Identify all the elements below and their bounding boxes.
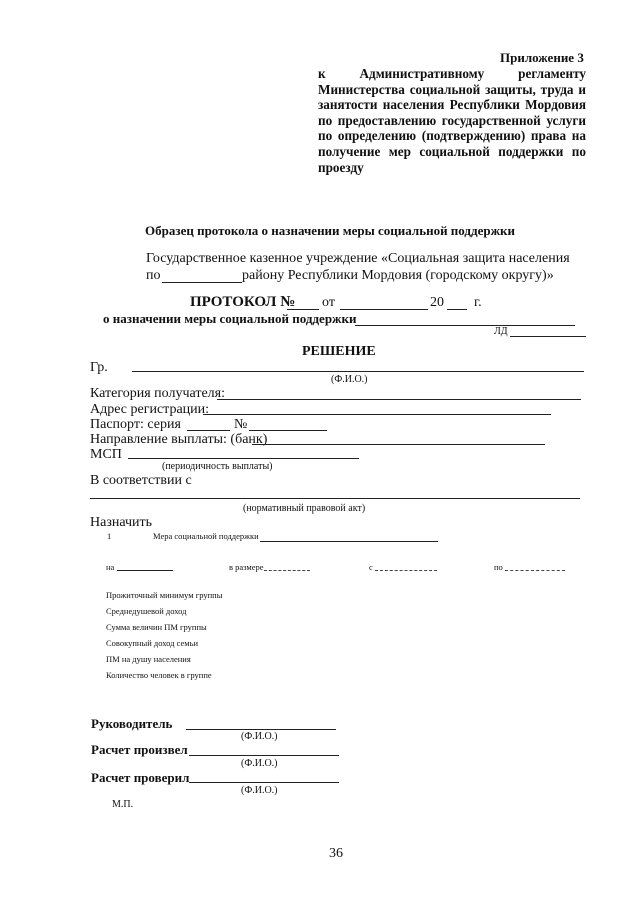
appendix-title: Приложение 3 xyxy=(500,50,584,65)
group-item: Среднедушевой доход xyxy=(106,606,187,616)
measure-number: 1 xyxy=(107,531,112,541)
address-label: Адрес регистрации: xyxy=(90,402,210,417)
direction-label: Направление выплаты: (банк) xyxy=(90,432,268,447)
institution-line2-prefix: по xyxy=(146,268,161,283)
head-label: Руководитель xyxy=(91,716,173,731)
protocol-date-field[interactable] xyxy=(340,309,428,310)
period-field[interactable] xyxy=(117,570,173,571)
to-label: по xyxy=(494,562,503,572)
check-signature-field[interactable] xyxy=(189,782,339,783)
appendix-line: проезду xyxy=(318,159,364,175)
appendix-line: по предоставлению государственной услуги xyxy=(318,112,586,128)
doc-title: Образец протокола о назначении меры социальной поддержки xyxy=(145,223,515,238)
fio-caption: (Ф.И.О.) xyxy=(331,374,368,385)
protocol-year-suffix: г. xyxy=(474,295,482,310)
check-label: Расчет проверил xyxy=(91,770,190,785)
address-field[interactable] xyxy=(203,414,551,415)
period-label: на xyxy=(106,562,115,572)
amount-field[interactable] xyxy=(264,570,310,571)
head-signature-field[interactable] xyxy=(186,729,336,730)
page-number: 36 xyxy=(329,846,343,861)
category-label: Категория получателя: xyxy=(90,386,225,401)
group-item: ПМ на душу населения xyxy=(106,654,191,664)
institution-line2-suffix: району Республики Мордовия (городскому округу)» xyxy=(242,268,554,283)
to-field[interactable] xyxy=(505,570,565,571)
group-item: Совокупный доход семьи xyxy=(106,638,199,648)
passport-number-label: № xyxy=(234,417,248,432)
calc-signature-field[interactable] xyxy=(189,755,339,756)
legal-act-field[interactable] xyxy=(90,498,580,499)
protocol-from: от xyxy=(322,295,335,310)
appendix-line: к Административному регламенту xyxy=(318,66,586,81)
ld-field[interactable] xyxy=(510,336,586,337)
appendix-text xyxy=(318,66,586,175)
district-field[interactable] xyxy=(162,282,242,283)
appendix-line: по определению (подтверждению) права на xyxy=(318,128,586,144)
accordance-label: В соответствии с xyxy=(90,473,192,488)
amount-label: в размере xyxy=(229,562,264,572)
msp-field[interactable] xyxy=(128,458,359,459)
legal-act-caption: (нормативный правовой акт) xyxy=(243,503,366,514)
appendix-line: занятости населения Республики Мордовия xyxy=(318,97,586,113)
calc-fio-caption: (Ф.И.О.) xyxy=(241,758,278,769)
passport-label: Паспорт: серия xyxy=(90,417,181,432)
fio-field[interactable] xyxy=(132,371,584,372)
appendix-line: Министерства социальной защиты, труда и xyxy=(318,81,586,97)
group-item: Сумма величин ПМ группы xyxy=(106,622,207,632)
from-field[interactable] xyxy=(375,570,437,571)
protocol-year: 20 xyxy=(430,295,444,310)
periodicity-caption: (периодичность выплаты) xyxy=(162,461,273,472)
gr-label: Гр. xyxy=(90,360,108,375)
group-item: Количество человек в группе xyxy=(106,670,212,680)
stamp-label: М.П. xyxy=(112,799,134,810)
head-fio-caption: (Ф.И.О.) xyxy=(241,731,278,742)
category-field[interactable] xyxy=(217,399,581,400)
protocol-label: ПРОТОКОЛ № xyxy=(190,294,296,310)
passport-series-field[interactable] xyxy=(187,430,230,431)
from-label: с xyxy=(369,562,373,572)
calc-label: Расчет произвел xyxy=(91,742,188,757)
assign-label: Назначить xyxy=(90,515,153,530)
appendix-line: получение мер социальной поддержки по xyxy=(318,143,586,159)
msp-label: МСП xyxy=(90,447,122,462)
protocol-year-field[interactable] xyxy=(447,309,467,310)
group-item: Прожиточный минимум группы xyxy=(106,590,223,600)
protocol-subtitle: о назначении меры социальной поддержки xyxy=(103,311,357,326)
decision-title: РЕШЕНИЕ xyxy=(302,344,376,359)
direction-field[interactable] xyxy=(252,444,545,445)
passport-number-field[interactable] xyxy=(249,430,327,431)
measure-name-field[interactable] xyxy=(355,325,575,326)
ld-label: ЛД xyxy=(494,326,508,337)
institution-line1: Государственное казенное учреждение «Социальная защита населения xyxy=(146,251,570,266)
protocol-number-field[interactable] xyxy=(287,309,319,310)
check-fio-caption: (Ф.И.О.) xyxy=(241,785,278,796)
measure-label: Мера социальной поддержки xyxy=(153,531,259,541)
measure-field[interactable] xyxy=(260,541,438,542)
